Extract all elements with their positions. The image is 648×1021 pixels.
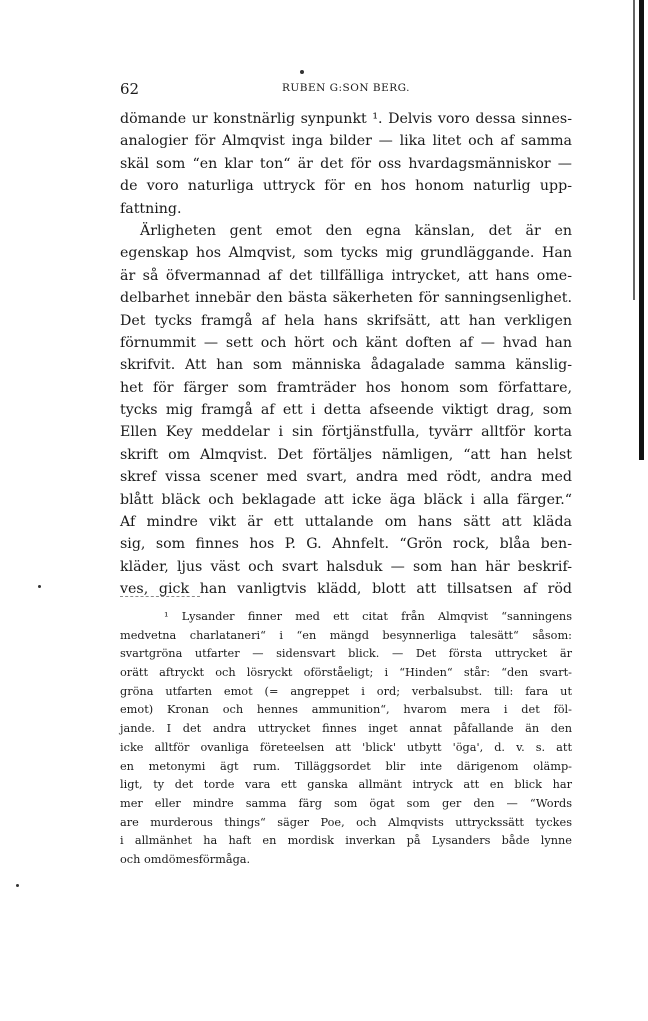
footnote-line: en metonymi ägt rum. Tilläggsordet blir inte därigenom olämp- [120, 759, 572, 773]
footnote [120, 608, 572, 870]
text-line: fattning. [120, 200, 182, 217]
footnote-line: emot) Kronan och hennes ammunition“, hvarom mera i det föl- [120, 703, 572, 717]
footnote-divider [120, 596, 200, 597]
scan-edge-shadow [639, 0, 644, 460]
scan-speck [16, 884, 19, 887]
text-line: analogier för Almqvist inga bilder — lika litet och af samma [120, 133, 572, 150]
text-line: skäl som “en klar ton“ är det för oss hvardagsmänniskor — [120, 155, 572, 172]
text-line: dömande ur konstnärlig synpunkt ¹. Delvis voro dessa sinnes- [120, 111, 572, 127]
main-text [120, 108, 572, 601]
running-head: RUBEN G:SON BERG. [281, 82, 411, 94]
footnote-line: are murderous things“ säger Poe, och Almqvists uttryckssätt tyckes [120, 815, 572, 829]
text-line: skrifvit. Att han som människa ådagalade samma känslig- [120, 357, 572, 374]
scan-edge-line [633, 0, 635, 300]
footnote-line: medvetna charlataneri“ i “en mängd besynnerliga talesätt“ såsom: [120, 628, 572, 642]
page-number: 62 [120, 80, 140, 98]
text-line: blått bläck och beklagade att icke äga bläck i alla färger.“ [120, 491, 572, 508]
text-line: delbarhet innebär den bästa säkerheten för sanningsenlighet. [120, 290, 572, 307]
footnote-line: icke alltför ovanliga företeelsen att 'blick' utbytt 'öga', d. v. s. att [120, 740, 572, 754]
text-line: förnummit — sett och hört och känt doften af — hvad han [120, 334, 572, 351]
text-line: tycks mig framgå af ett i detta afseende viktigt drag, som [120, 402, 572, 419]
text-line: skref vissa scener med svart, andra med rödt, andra med [120, 469, 572, 486]
text-line: Det tycks framgå af hela hans skrifsätt, att han verkligen [120, 312, 572, 329]
footnote-line: gröna utfarten emot (= angreppet i ord; verbalsubst. till: fara ut [120, 684, 572, 698]
footnote-line: mer eller mindre samma färg som ögat som ger den — “Words [120, 796, 572, 810]
scan-speck [300, 70, 304, 74]
footnote-line: jande. I det andra uttrycket finnes inget annat påfallande än den [120, 722, 572, 736]
text-line: het för färger som framträder hos honom som författare, [120, 379, 572, 396]
text-line: Af mindre vikt är ett uttalande om hans sätt att kläda [120, 514, 572, 531]
footnote-line: och omdömesförmåga. [120, 852, 251, 866]
footnote-line: i allmänhet ha haft en mordisk inverkan på Lysanders både lynne [120, 834, 572, 848]
footnote-line: ¹ Lysander finner med ett citat från Almqvist “sanningens [164, 610, 572, 623]
footnote-line: orätt aftryckt och lösryckt oförståeligt; i “Hinden“ står: “den svart- [120, 666, 572, 680]
footnote-line: svartgröna utfarter — sidensvart blick. — Det första uttrycket är [120, 647, 572, 661]
text-line: är så öfvermannad af det tillfälliga intrycket, att hans ome- [120, 267, 572, 284]
text-line: ves, gick han vanligtvis klädd, blott att tillsatsen af röd [120, 581, 572, 598]
text-line: skrift om Almqvist. Det förtäljes nämligen, “att han helst [120, 446, 572, 463]
text-line: Ellen Key meddelar i sin förtjänstfulla, tyvärr alltför korta [120, 424, 572, 441]
page-header [120, 80, 572, 100]
scan-speck [38, 585, 41, 588]
text-line: de voro naturliga uttryck för en hos honom naturlig upp- [120, 178, 572, 195]
text-line: kläder, ljus väst och svart halsduk — som han här beskrif- [120, 558, 572, 575]
text-line: egenskap hos Almqvist, som tycks mig grundläggande. Han [120, 245, 572, 262]
footnote-line: ligt, ty det torde vara ett ganska allmänt intryck att en blick har [120, 778, 572, 792]
text-line: sig, som finnes hos P. G. Ahnfelt. “Grön rock, blåa ben- [120, 536, 572, 553]
text-line: Ärligheten gent emot den egna känslan, det är en [140, 222, 572, 239]
